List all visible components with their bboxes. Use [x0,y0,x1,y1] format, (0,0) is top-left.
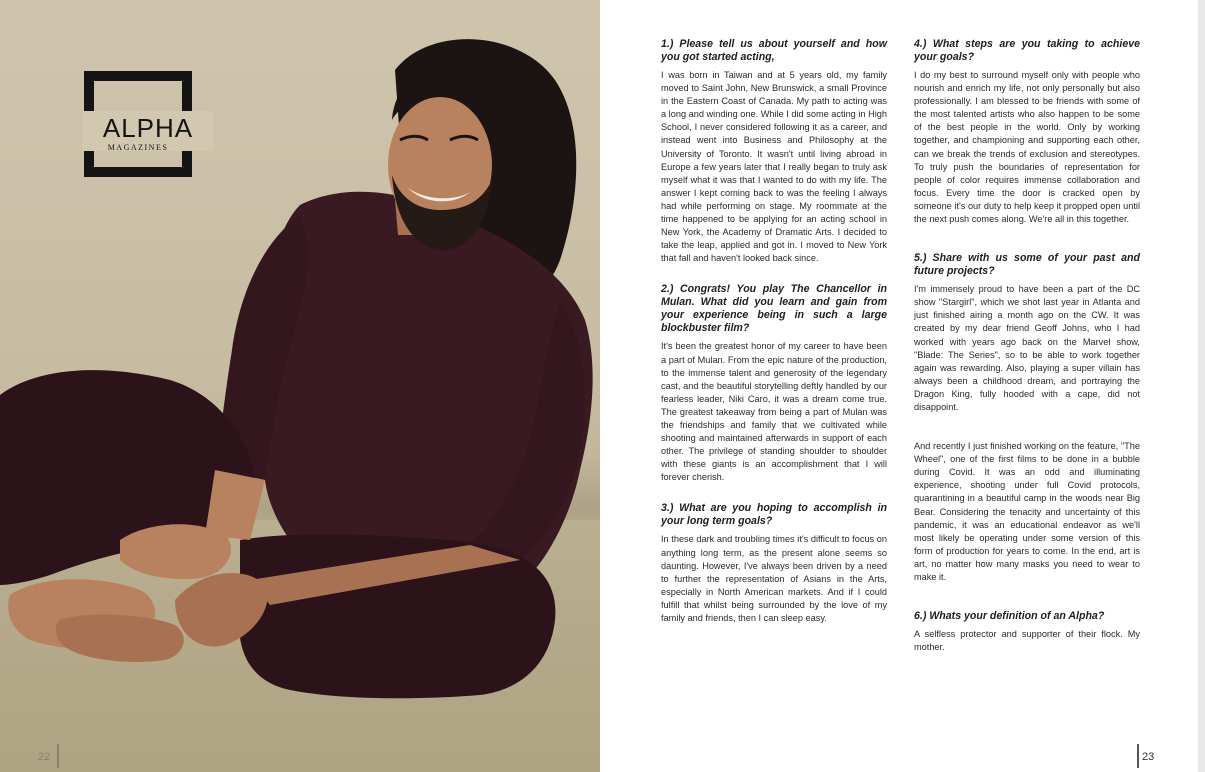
question-6: 6.) Whats your definition of an Alpha? [914,610,1105,623]
logo-word: ALPHA [102,113,194,143]
photo-page [0,0,600,772]
text-column-left [661,38,887,625]
answer-1: I was born in Taiwan and at 5 years old, my family moved to Saint John, New Brunswick, a small Province in the Eastern Coast of Canada. My path to acting was a long and winding one. While I did some acting in High School, I never considered following it as a career, and instead went into Business and Philosophy at the University of Toronto. It wasn't until living abroad in Europe a few years later that I really began to truly ask myself what it was that I wanted to do with my life. The answer I kept coming back to was the feeling I always had while performing on stage. My roommate at the time happened to be applying for an acting school in New York, the Academy of Dramatic Arts. I decided to take the leap, applied and got in. I moved to New York that fall and haven't looked back since. [661,70,887,264]
answer-5-continued: And recently I just finished working on the feature, "The Wheel", one of the first films to be done in a bubble during Covid. It was an odd and illuminating experience, shooting under full Covid protocols, quarantining in a beautiful camp in the woods near Big Bear. Considering the tenacity and uncertainty of this pandemic, it was an educational endeavor as we'll most likely be operating under some version of this form of production for years to come. In the end, art is art, no matter how many masks you need to wear to make it. [914,441,1140,582]
question-2: 2.) Congrats! You play The Chancellor in Mulan. What did you learn and gain from your experience being in such a large blockbuster film? [661,283,887,335]
page-rule-left [57,744,59,768]
page-edge [1198,0,1205,772]
text-page [600,0,1198,772]
question-4: 4.) What steps are you taking to achieve your goals? [914,38,1140,63]
question-3: 3.) What are you hoping to accomplish in your long term goals? [661,502,887,528]
answer-4: I do my best to surround myself only with people who nourish and enrich my life, not only personally but also professionally. I am blessed to be friends with some of the most talented artists who also happen to be some of the best people in the world. Only by working together, and championing and supporting each other, can we break the trends of exclusion and stereotypes. To truly push the boundaries of representation for people of color requires immense collaboration and focus. Every time the door is cracked open by someone it's our duty to help keep it propped open until the next push comes along. We're all in this together. [914,70,1140,225]
question-5: 5.) Share with us some of your past and future projects? [914,252,1140,278]
page-rule-right [1137,744,1139,768]
text-column-right [914,38,1140,654]
alpha-logo [84,71,192,177]
answer-2: It's been the greatest honor of my career to have been a part of Mulan. From the epic nature of the production, to the immense talent and generosity of the legendary cast, and the beautiful storytelling deftly handled by our fearless leader, Niki Caro, it was a dream come true. The greatest takeaway from being a part of Mulan was the friendships and family that we cultivated while shooting and maintained afterwards in support of each other. The privilege of standing shoulder to shoulder with these giants is an accomplishment that I will forever cherish. [661,341,887,483]
answer-3: In these dark and troubling times it's difficult to focus on anything long term, as the present alone seems so daunting. However, I've always been driven by a need to further the representation of Asians in the Arts, especially in North American markets. And if I could fulfill that whilst being surrounded by the love of my family and friends, then I can sleep easy. [661,534,887,623]
answer-6: A selfless protector and supporter of their flock. My mother. [914,629,1140,653]
page-number-left: 22 [38,751,51,763]
answer-5: I'm immensely proud to have been a part of the DC show "Stargirl", which we shot last year in Atlanta and just finished airing a month ago on the CW. It was created by my dear friend Geoff Johns, who I had worked with years ago back on the Marvel show, "Blade: The Series", so to be able to work together again was rewarding. Also, playing a super villain has always been a childhood dream, and portraying the Dragon King, fully hooded with a cape, did not disappoint. [914,284,1140,412]
page-number-right: 23 [1142,751,1155,763]
question-1: 1.) Please tell us about yourself and how you got started acting, [661,38,887,63]
logo-subtitle: MAGAZINES [107,143,169,152]
right-foot [56,615,184,662]
